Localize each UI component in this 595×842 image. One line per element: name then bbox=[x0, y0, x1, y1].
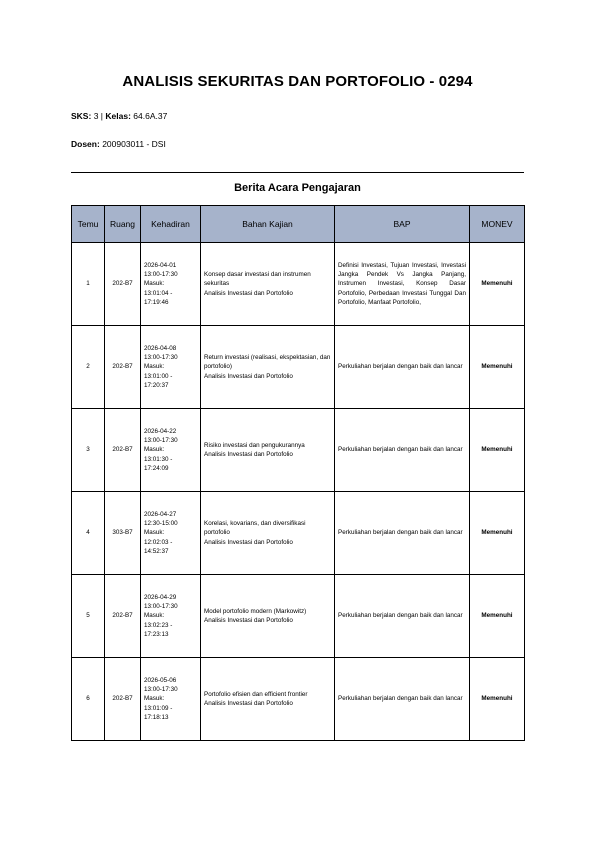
bahan-kajian-course: Analisis Investasi dan Portofolio bbox=[204, 700, 293, 707]
temu-cell: 6 bbox=[72, 658, 105, 741]
col-header-temu: Temu bbox=[72, 206, 105, 243]
bap-cell: Perkuliahan berjalan dengan baik dan lancar bbox=[335, 575, 470, 658]
kehadiran-cell bbox=[141, 575, 201, 658]
bahan-kajian-topic: Konsep dasar investasi dan instrumen sekuritas bbox=[204, 271, 311, 288]
dosen-value: 200903011 - DSI bbox=[102, 139, 166, 149]
kehadiran-line: 13:01:04 - bbox=[144, 289, 173, 297]
dosen-label: Dosen: bbox=[71, 139, 100, 149]
kehadiran-line: 12:30-15:00 bbox=[144, 520, 178, 528]
temu-cell: 1 bbox=[72, 243, 105, 326]
ruang-cell: 202-B7 bbox=[105, 409, 141, 492]
bahan-kajian-topic: Return investasi (realisasi, ekspektasian, dan portofolio) bbox=[204, 354, 331, 371]
table-row bbox=[72, 409, 525, 492]
bahan-kajian-cell bbox=[201, 658, 335, 741]
table-row bbox=[72, 492, 525, 575]
bahan-kajian-course: Analisis Investasi dan Portofolio bbox=[204, 289, 293, 297]
table-row bbox=[72, 658, 525, 741]
lecturer-info-line bbox=[71, 139, 166, 149]
monev-cell: Memenuhi bbox=[470, 409, 525, 492]
kehadiran-line: Masuk: bbox=[144, 446, 165, 454]
separator: | bbox=[100, 111, 104, 121]
ruang-cell: 202-B7 bbox=[105, 658, 141, 741]
col-header-kehadiran: Kehadiran bbox=[141, 206, 201, 243]
bap-cell: Perkuliahan berjalan dengan baik dan lancar bbox=[335, 409, 470, 492]
kehadiran-line: 14:52:37 bbox=[144, 547, 169, 555]
bap-cell: Perkuliahan berjalan dengan baik dan lancar bbox=[335, 492, 470, 575]
divider bbox=[71, 172, 524, 173]
bahan-kajian-topic: Korelasi, kovarians, dan diversifikasi portofolio bbox=[204, 520, 306, 537]
kehadiran-line: 13:00-17:30 bbox=[144, 437, 178, 445]
ruang-cell: 202-B7 bbox=[105, 326, 141, 409]
bahan-kajian-course: Analisis Investasi dan Portofolio bbox=[204, 538, 293, 546]
kehadiran-line: 17:19:46 bbox=[144, 298, 169, 306]
kehadiran-line: 17:24:09 bbox=[144, 464, 169, 472]
sks-label: SKS: bbox=[71, 111, 92, 121]
temu-cell: 4 bbox=[72, 492, 105, 575]
ruang-cell: 202-B7 bbox=[105, 575, 141, 658]
kehadiran-line: 2026-05-06 bbox=[144, 677, 177, 685]
kehadiran-cell bbox=[141, 658, 201, 741]
temu-cell: 3 bbox=[72, 409, 105, 492]
section-title: Berita Acara Pengajaran bbox=[234, 182, 361, 194]
kehadiran-line: Masuk: bbox=[144, 612, 165, 620]
bahan-kajian-cell bbox=[201, 326, 335, 409]
kehadiran-line: 13:02:23 - bbox=[144, 621, 173, 629]
bahan-kajian-course: Analisis Investasi dan Portofolio bbox=[204, 372, 293, 380]
kelas-value: 64.6A.37 bbox=[133, 111, 168, 121]
bap-cell: Definisi Investasi, Tujuan Investasi, Investasi Jangka Pendek Vs Jangka Panjang, Instrumen Investasi, Konsep Dasar Portofolio, Perbedaan Investasi Tunggal Dan Portofolio, Manfaat Portofolio, bbox=[335, 243, 470, 326]
kehadiran-line: 13:01:30 - bbox=[144, 455, 173, 463]
bahan-kajian-cell bbox=[201, 243, 335, 326]
bahan-kajian-topic: Portofolio efisien dan efficient frontier bbox=[204, 690, 308, 698]
kehadiran-line: 2026-04-27 bbox=[144, 511, 177, 519]
ruang-cell: 202-B7 bbox=[105, 243, 141, 326]
kehadiran-line: 13:00-17:30 bbox=[144, 354, 178, 362]
kehadiran-line: Masuk: bbox=[144, 695, 165, 703]
bahan-kajian-cell bbox=[201, 492, 335, 575]
col-header-bahan-kajian: Bahan Kajian bbox=[201, 206, 335, 243]
kehadiran-line: 17:18:13 bbox=[144, 713, 169, 721]
monev-cell: Memenuhi bbox=[470, 243, 525, 326]
monev-cell: Memenuhi bbox=[470, 575, 525, 658]
ruang-cell: 303-B7 bbox=[105, 492, 141, 575]
kehadiran-line: 17:23:13 bbox=[144, 630, 169, 638]
kehadiran-line: 13:01:00 - bbox=[144, 372, 173, 380]
bahan-kajian-cell bbox=[201, 575, 335, 658]
col-header-bap: BAP bbox=[335, 206, 470, 243]
bahan-kajian-topic: Model portofolio modern (Markowitz) bbox=[204, 607, 307, 615]
col-header-monev: MONEV bbox=[470, 206, 525, 243]
monev-cell: Memenuhi bbox=[470, 492, 525, 575]
table-row bbox=[72, 326, 525, 409]
kehadiran-cell bbox=[141, 492, 201, 575]
kehadiran-line: 13:00-17:30 bbox=[144, 271, 178, 279]
kehadiran-line: 17:20:37 bbox=[144, 381, 169, 389]
bahan-kajian-cell bbox=[201, 409, 335, 492]
bap-cell: Perkuliahan berjalan dengan baik dan lancar bbox=[335, 658, 470, 741]
monev-cell: Memenuhi bbox=[470, 658, 525, 741]
bahan-kajian-topic: Risiko investasi dan pengukurannya bbox=[204, 441, 305, 449]
kehadiran-cell bbox=[141, 326, 201, 409]
kehadiran-line: 13:00-17:30 bbox=[144, 686, 178, 694]
kehadiran-line: 13:00-17:30 bbox=[144, 603, 178, 611]
monev-cell: Memenuhi bbox=[470, 326, 525, 409]
course-info-line bbox=[71, 111, 167, 121]
kehadiran-line: 2026-04-22 bbox=[144, 428, 177, 436]
table-row bbox=[72, 575, 525, 658]
kehadiran-line: 2026-04-29 bbox=[144, 594, 177, 602]
table-row bbox=[72, 243, 525, 326]
kehadiran-cell bbox=[141, 409, 201, 492]
temu-cell: 2 bbox=[72, 326, 105, 409]
kehadiran-line: 2026-04-08 bbox=[144, 345, 177, 353]
kelas-label: Kelas: bbox=[105, 111, 131, 121]
teaching-report-table bbox=[71, 205, 525, 741]
kehadiran-line: 2026-04-01 bbox=[144, 262, 177, 270]
bahan-kajian-course: Analisis Investasi dan Portofolio bbox=[204, 617, 293, 624]
temu-cell: 5 bbox=[72, 575, 105, 658]
table-header-row bbox=[72, 206, 525, 243]
bahan-kajian-course: Analisis Investasi dan Portofolio bbox=[204, 451, 293, 458]
kehadiran-line: Masuk: bbox=[144, 529, 165, 537]
kehadiran-cell bbox=[141, 243, 201, 326]
kehadiran-line: Masuk: bbox=[144, 363, 165, 371]
bap-cell: Perkuliahan berjalan dengan baik dan lancar bbox=[335, 326, 470, 409]
kehadiran-line: 12:02:03 - bbox=[144, 538, 173, 546]
sks-value: 3 bbox=[93, 111, 99, 121]
col-header-ruang: Ruang bbox=[105, 206, 141, 243]
kehadiran-line: 13:01:09 - bbox=[144, 704, 173, 712]
kehadiran-line: Masuk: bbox=[144, 280, 165, 288]
page-title: ANALISIS SEKURITAS DAN PORTOFOLIO - 0294 bbox=[122, 73, 473, 90]
